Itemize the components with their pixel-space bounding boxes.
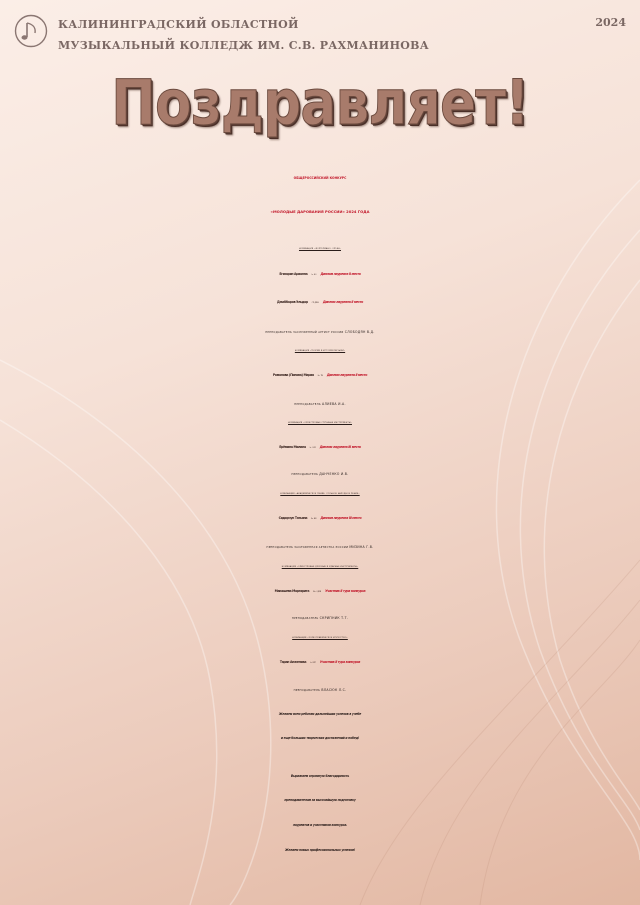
teacher-name: АЛИЕВА И.А. [322, 402, 346, 406]
winner-group: IIк. ТМ [317, 375, 323, 377]
winner-name: Романова (Попова) Мария [272, 373, 314, 377]
winner-award: Диплом лауреата II место [320, 272, 361, 276]
nomination-heading: НОМИНАЦИЯ «АКАДЕМИЧЕСКОЕ ПЕНИЕ, СОЛЬНОЕ НАРОДНОЕ ПЕНИЕ» [280, 493, 360, 495]
wish-line: Желаем всем ребятам дальнейших успехов в учебе [278, 712, 362, 716]
thanks-line: Желаем новых профессиональных успехов! [284, 848, 356, 852]
winner-entry [0, 516, 640, 520]
teacher-name: ВЛАСЮК Л.С. [321, 688, 347, 692]
winner-name: Егязарян Арианна [279, 272, 308, 276]
teacher-prefix: ПРЕПОДАВАТЕЛЬ [293, 689, 321, 692]
thanks-line: преподавателям за высочайшую подготовку [284, 798, 356, 802]
winner-group: СП ДМШ [311, 302, 319, 304]
winner-entry [0, 272, 640, 276]
teacher-name: СЛОБОДЯН В.Д. [344, 330, 375, 334]
nomination-heading: НОМИНАЦИЯ «ОРКЕСТРОВЫЕ СТРУННЫЕ ИНСТРУМЕНТЫ» [288, 422, 352, 424]
winner-name: Макашева Маргарита [274, 589, 310, 593]
teacher-line [0, 545, 640, 549]
nomination-heading: НОМИНАЦИЯ «ФОРТЕПИАНО, ОРГАН» [298, 248, 341, 250]
teacher-name: МИЗИНА Г.В. [349, 545, 374, 549]
winner-group: IIIк. ОДУИ [313, 591, 322, 593]
teacher-prefix: ПРЕПОДАВАТЕЛЬ [291, 617, 319, 620]
winner-entry [0, 660, 640, 664]
winner-entry [0, 373, 640, 377]
college-logo-icon [14, 14, 48, 48]
winner-name: Джаббаров Эльдар [276, 300, 308, 304]
contest-line1: ОБЩЕРОССИЙСКИЙ КОНКУРС [293, 176, 347, 180]
college-name [58, 14, 429, 56]
year: 2024 [595, 16, 626, 29]
winner-group: Iк. ФО [311, 274, 317, 276]
teacher-line [0, 688, 640, 692]
teacher-line [0, 616, 640, 620]
winner-award: Участник II тура конкурса [325, 589, 366, 593]
winner-group: Iк. ОСИ [309, 447, 316, 449]
teacher-prefix: ПРЕПОДАВАТЕЛЬ ЗАСЛУЖЕННАЯ АРТИСТКА РОССИИ [266, 546, 349, 549]
teacher-name: ДАНЧЕНКО И.В. [319, 472, 349, 476]
winner-name: Ерёмина Милана [279, 445, 306, 449]
winner-award: Диплом лауреата III место [319, 445, 361, 449]
winner-group: Iк. ИХТ [310, 662, 316, 664]
winner-group: IIк. ВИ [311, 518, 317, 520]
winner-entry [0, 589, 640, 593]
winner-award: Участник II тура конкурса [319, 660, 361, 664]
winner-award: Диплом лауреата II место [326, 373, 368, 377]
teacher-prefix: ПРЕПОДАВАТЕЛЬ ЗАСЛУЖЕННЫЙ АРТИСТ РОССИИ [265, 331, 344, 334]
winner-name: Таран Анжелика [279, 660, 307, 664]
teacher-line [0, 402, 640, 406]
winner-entry [0, 300, 640, 304]
winner-award: Диплом лауреата II место [322, 300, 364, 304]
nomination-heading: НОМИНАЦИЯ «ХОРЕОГРАФИЧЕСКОЕ ИСКУССТВО» [292, 637, 348, 639]
winner-award: Диплом лауреата III место [320, 516, 362, 520]
teacher-prefix: ПРЕПОДАВАТЕЛЬ [291, 473, 319, 476]
thanks-line: Выражаем огромную благодарность [290, 774, 350, 778]
teacher-line [0, 330, 640, 334]
winner-name: Сидорчук Татьяна [278, 516, 308, 520]
teacher-line [0, 472, 640, 476]
contest-line2: «МОЛОДЫЕ ДАРОВАНИЯ РОССИИ» 2024 ГОДА [270, 210, 370, 214]
teacher-name: СКРИПНИК Т.Т. [319, 616, 349, 620]
winner-entry [0, 445, 640, 449]
wish-line: и еще больших творческих достижений и побед! [280, 736, 360, 740]
header [14, 10, 626, 54]
thanks-line: лауреатов и участников конкурса. [292, 823, 348, 827]
college-name-line1: КАЛИНИНГРАДСКИЙ ОБЛАСТНОЙ [58, 18, 299, 31]
teacher-prefix: ПРЕПОДАВАТЕЛЬ [294, 403, 321, 406]
college-name-line2: МУЗЫКАЛЬНЫЙ КОЛЛЕДЖ ИМ. С.В. РАХМАНИНОВА [58, 39, 430, 52]
nomination-heading: НОМИНАЦИЯ «ТЕОРИЯ И ИСТОРИЯ МУЗЫКИ» [294, 350, 346, 352]
page-title: Поздравляет! [111, 66, 529, 139]
nomination-heading: НОМИНАЦИЯ «ОРКЕСТРОВЫЕ ДУХОВЫЕ И УДАРНЫЕ ИНСТРУМЕНТЫ» [281, 566, 359, 568]
